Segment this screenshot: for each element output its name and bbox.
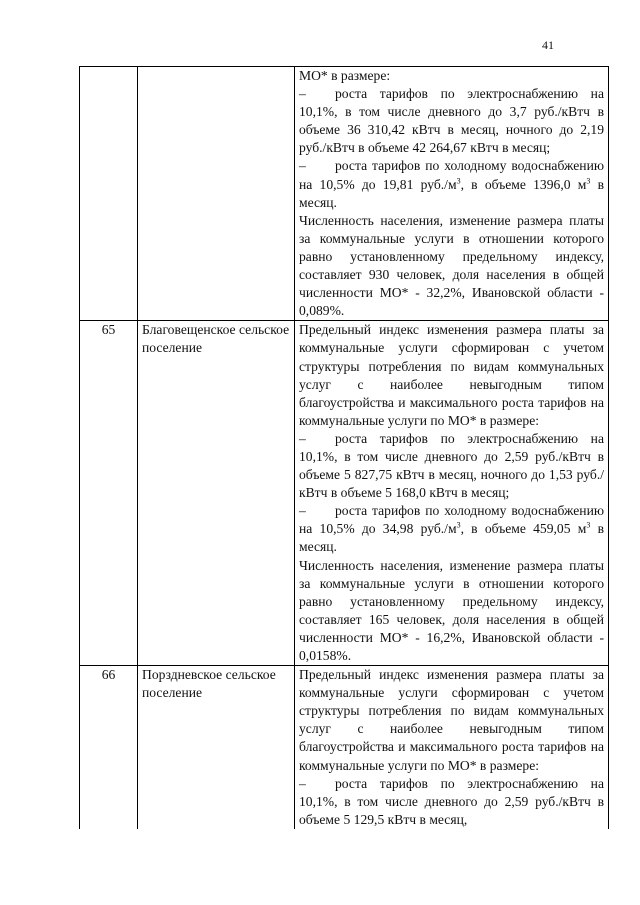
row-number-cell xyxy=(80,67,138,321)
list-item xyxy=(299,430,604,502)
list-item xyxy=(299,157,604,211)
list-item-text: , в объеме 459,05 м xyxy=(460,521,587,537)
description-cell xyxy=(295,67,609,321)
table-row xyxy=(80,666,609,829)
tariff-table xyxy=(79,66,609,829)
list-item-text: в месяц. xyxy=(299,176,604,210)
dash-marker: – xyxy=(299,503,306,519)
paragraph: Предельный индекс изменения размера платы за коммунальные услуги сформирован с учетом структуры потребления по видам коммунальных услуг с наиболее невыгодным типом благоустройства и максимального роста тарифов на коммунальные услуги по МО* в размере: xyxy=(299,667,604,773)
description-cell xyxy=(295,321,609,666)
list-item-text: роста тарифов по электроснабжению на 10,1%, в том числе дневного до 3,7 руб./кВтч в объеме 36 310,42 кВтч в месяц, ночного до 2,19 руб./кВтч в объеме 42 264,67 кВтч в месяц; xyxy=(299,86,604,156)
list-item-text: роста тарифов по электроснабжению на 10,1%, в том числе дневного до 2,59 руб./кВтч в объеме 5 827,75 кВтч в месяц, ночного до 1,53 руб./кВтч в объеме 5 168,0 кВтч в месяц; xyxy=(299,430,604,501)
list-item-text: роста тарифов по электроснабжению на 10,1%, в том числе дневного до 2,59 руб./кВтч в объеме 5 129,5 кВтч в месяц, xyxy=(299,775,604,827)
list-item-text: , в объеме 1396,0 м xyxy=(460,176,587,192)
paragraph: Численность населения, изменение размера платы за коммунальные услуги в отношении которого равно установленному предельному индексу, составляет 165 человек, доля населения в общей численности МО* - 16,2%, Ивановской области - 0,0158%. xyxy=(299,557,604,663)
page-number: 41 xyxy=(542,38,554,52)
paragraph: Предельный индекс изменения размера платы за коммунальные услуги сформирован с учетом структуры потребления по видам коммунальных услуг с наиболее невыгодным типом благоустройства и максимального роста тарифов на коммунальные услуги по МО* в размере: xyxy=(299,322,604,428)
list-item-text: в месяц. xyxy=(299,521,604,555)
list-item xyxy=(299,502,604,556)
dash-marker: – xyxy=(299,158,306,174)
dash-marker: – xyxy=(299,430,306,446)
settlement-name-cell: Благовещенское сельское поселение xyxy=(138,321,295,666)
superscript: 3 xyxy=(586,176,591,186)
dash-marker: – xyxy=(299,86,306,102)
superscript: 3 xyxy=(456,176,461,186)
settlement-name-cell xyxy=(138,67,295,321)
list-item xyxy=(299,85,604,157)
superscript: 3 xyxy=(586,520,591,530)
list-item xyxy=(299,775,604,829)
list-item-text: роста тарифов по холодному водоснабжению на 10,5% до 19,81 руб./м xyxy=(299,158,604,192)
row-number-cell: 66 xyxy=(80,666,138,829)
dash-marker: – xyxy=(299,775,306,791)
superscript: 3 xyxy=(456,520,461,530)
description-cell xyxy=(295,666,609,829)
settlement-name-cell: Порздневское сельское поселение xyxy=(138,666,295,829)
table-row xyxy=(80,321,609,666)
table-row xyxy=(80,67,609,321)
paragraph: МО* в размере: xyxy=(299,68,391,83)
list-item-text: роста тарифов по холодному водоснабжению на 10,5% до 34,98 руб./м xyxy=(299,503,604,537)
paragraph: Численность населения, изменение размера платы за коммунальные услуги в отношении которого равно установленному предельному индексу, составляет 930 человек, доля населения в общей численности МО* - 32,2%, Ивановской области - 0,089%. xyxy=(299,212,604,319)
row-number-cell: 65 xyxy=(80,321,138,666)
